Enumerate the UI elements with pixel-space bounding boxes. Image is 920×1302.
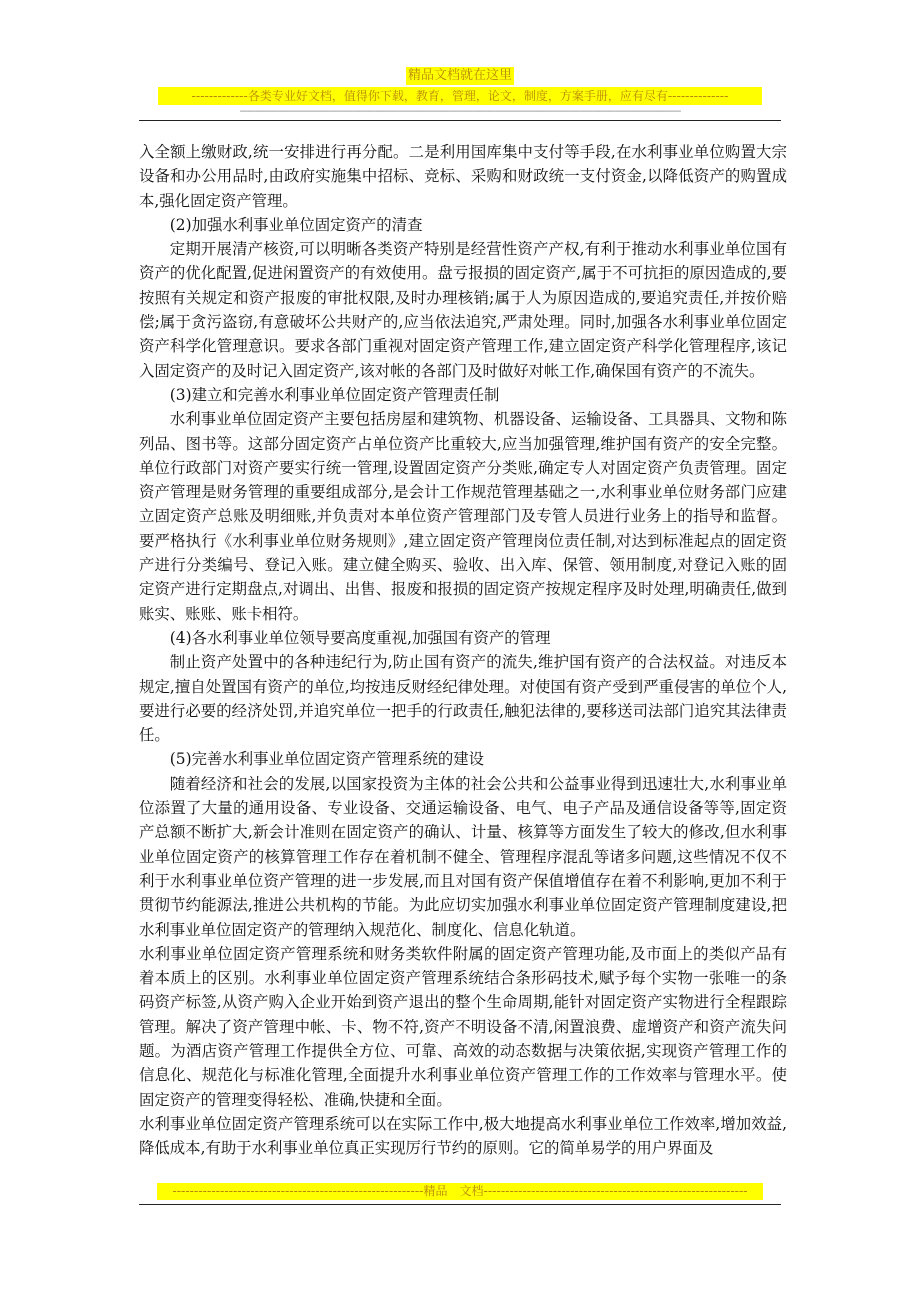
footer-divider <box>139 1204 781 1205</box>
paragraph-5: 随着经济和社会的发展,以国家投资为主体的社会公共和公益事业得到迅速壮大,水利事业单位添置了大量的通用设备、专业设备、交通运输设备、电气、电子产品及通信设备等等,固定资产总额不断扩大,新会计准则在固定资产的确认、计量、核算等方面发生了较大的修改,但水利事业单位固定资产的核算管理工作存在着机制不健全、管理程序混乱等诸多问题,这些情况不仅不利于水利事业单位资产管理的进一步发展,而且对国有资产保值增值存在着不利影响,更加不利于贯彻节约能源法,推进公共机构的节能。为此应切实加强水利事业单位固定资产管理制度建设,把水利事业单位固定资产的管理纳入规范化、制度化、信息化轨道。 <box>139 774 787 939</box>
paragraph-4: 制止资产处置中的各种违纪行为,防止国有资产的流失,维护国有资产的合法权益。对违反本规定,擅自处置国有资产的单位,均按违反财经纪律处理。对使国有资产受到严重侵害的单位个人,要进行必要的经济处罚,并追究单位一把手的行政责任,触犯法律的,要移送司法部门追究其法律责任。 <box>139 653 787 745</box>
heading-3: (3)建立和完善水利事业单位固定资产管理责任制 <box>169 385 500 404</box>
paragraph-7: 水利事业单位固定资产管理系统可以在实际工作中,极大地提高水利事业单位工作效率,增加效益,降低成本,有助于水利事业单位真正实现厉行节约的原则。它的简单易学的用户界面及 <box>139 1114 787 1158</box>
header-dashes: ------------------------------------------------------------------------------------------------------------------------------------------------------------------------- <box>239 106 681 117</box>
header-divider <box>139 120 781 121</box>
header-slogan: -------------各类专业好文档，值得你下载，教育，管理，论文，制度，方案手册，应有尽有-------------- <box>158 87 762 105</box>
paragraph-3: 水利事业单位固定资产主要包括房屋和建筑物、机器设备、运输设备、工具器具、文物和陈列品、图书等。这部分固定资产占单位资产比重较大,应当加强管理,维护国有资产的安全完整。单位行政部门对资产要实行统一管理,设置固定资产分类账,确定专人对固定资产负责管理。固定资产管理是财务管理的重要组成部分,是会计工作规范管理基础之一,水利事业单位财务部门应建立固定资产总账及明细账,并负责对本单位资产管理部门及专管人员进行业务上的指导和监督。要严格执行《水利事业单位财务规则》,建立固定资产管理岗位责任制,对达到标准起点的固定资产进行分类编号、登记入账。建立健全购买、验收、出入库、保管、领用制度,对登记入账的固定资产进行定期盘点,对调出、出售、报废和报损的固定资产按规定程序及时处理,明确责任,做到账实、账账、账卡相符。 <box>139 410 787 623</box>
paragraph-6: 水利事业单位固定资产管理系统和财务类软件附属的固定资产管理功能,及市面上的类似产品有着本质上的区别。水利事业单位固定资产管理系统结合条形码技术,赋予每个实物一张唯一的条码资产标签,从资产购入企业开始到资产退出的整个生命周期,能针对固定资产实物进行全程跟踪管理。解决了资产管理中帐、卡、物不符,资产不明设备不清,闲置浪费、虚增资产和资产流失问题。为酒店资产管理工作提供全方位、可靠、高效的动态数据与决策依据,实现资产管理工作的信息化、规范化与标准化管理,全面提升水利事业单位资产管理工作的工作效率与管理水平。使固定资产的管理变得轻松、准确,快捷和全面。 <box>139 944 787 1109</box>
heading-5: (5)完善水利事业单位固定资产管理系统的建设 <box>169 750 485 769</box>
page-header <box>0 64 920 119</box>
header-title: 精品文档就在这里 <box>407 68 512 83</box>
page-footer <box>0 1183 920 1204</box>
heading-2: (2)加强水利事业单位固定资产的清查 <box>169 215 423 234</box>
paragraph-1: 入全额上缴财政,统一安排进行再分配。二是利用国库集中支付等手段,在水利事业单位购置大宗设备和办公用品时,由政府实施集中招标、竞标、采购和财政统一支付资金,以降低资产的购置成本,强化固定资产管理。 <box>139 143 787 210</box>
footer-bar: ----------------------------------------------------------精品 文档------------------------------------------------------------- <box>157 1183 763 1200</box>
document-body <box>139 140 787 1160</box>
heading-4: (4)各水利事业单位领导要高度重视,加强国有资产的管理 <box>169 628 551 647</box>
paragraph-2: 定期开展清产核资,可以明晰各类资产特别是经营性资产产权,有利于推动水利事业单位国有资产的优化配置,促进闲置资产的有效使用。盘亏报损的固定资产,属于不可抗拒的原因造成的,要按照有关规定和资产报废的审批权限,及时办理核销;属于人为原因造成的,要追究责任,并按价赔偿;属于贪污盗窃,有意破坏公共财产的,应当依法追究,严肃处理。同时,加强各水利事业单位固定资产科学化管理意识。要求各部门重视对固定资产管理工作,建立固定资产科学化管理程序,该记入固定资产的及时记入固定资产,该对帐的各部门及时做好对帐工作,确保国有资产的不流失。 <box>139 240 787 380</box>
